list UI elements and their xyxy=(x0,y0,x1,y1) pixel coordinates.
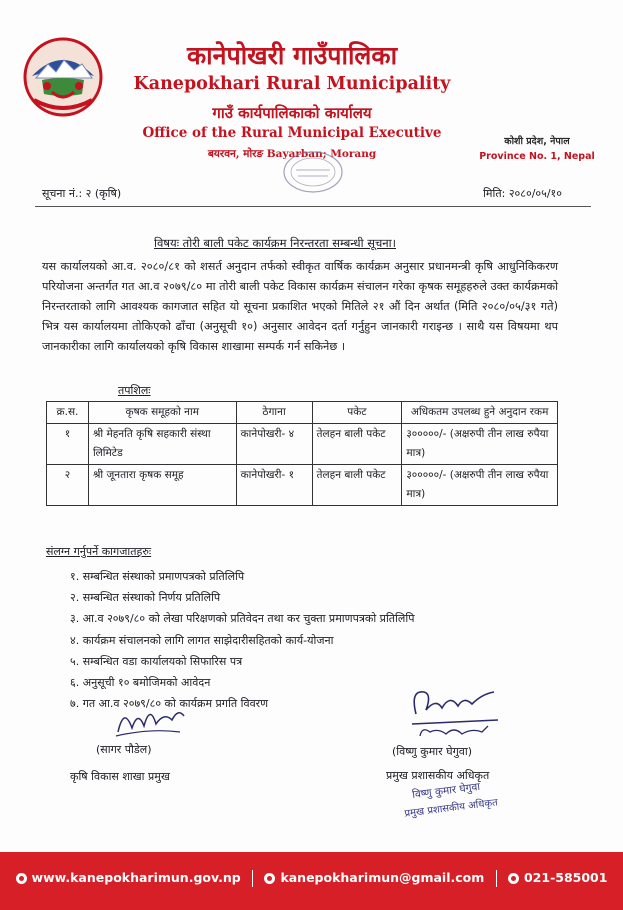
left-signatory-name: (सागर पौडेल) xyxy=(96,743,152,756)
grant-table xyxy=(46,401,558,506)
header-divider xyxy=(35,206,591,207)
nepal-emblem-icon xyxy=(22,36,104,118)
table-header-row xyxy=(47,402,558,424)
phone-icon xyxy=(508,873,519,884)
col-header-address: ठेगाना xyxy=(236,402,312,424)
footer-bar xyxy=(0,852,623,910)
notice-subject: विषयः तोरी बाली पकेट कार्यक्रम निरन्तरता सम्बन्धी सूचना। xyxy=(154,236,396,250)
province-block xyxy=(462,134,612,164)
footer-separator xyxy=(496,870,497,887)
table-heading: तपशिलः xyxy=(118,384,151,397)
right-signatory-name: (विष्णु कुमार घेगुवा) xyxy=(392,745,473,758)
province-english: Province No. 1, Nepal xyxy=(479,151,595,163)
municipality-name-nepali: कानेपोखरी गाउँपालिका xyxy=(186,41,398,70)
cell-serial: १ xyxy=(47,424,89,465)
col-header-serial: क्र.स. xyxy=(47,402,89,424)
table-row xyxy=(47,465,558,506)
cell-grant-amount: ३०००००/- (अक्षरुपी तीन लाख रुपैया मात्र) xyxy=(402,424,558,465)
right-signature-mark xyxy=(402,680,512,750)
col-header-group-name: कृषक समूहको नाम xyxy=(88,402,236,424)
province-nepali: कोशी प्रदेश, नेपाल xyxy=(504,136,570,147)
cell-serial: २ xyxy=(47,465,89,506)
table-row xyxy=(47,424,558,465)
footer-contacts xyxy=(0,870,623,887)
right-signatory-title: प्रमुख प्रशासकीय अधिकृत xyxy=(386,769,490,782)
notice-number: सूचना नं.: २ (कृषि) xyxy=(42,187,122,200)
list-item: ७. गत आ.व २०७९/८० को कार्यक्रम प्रगति विवरण xyxy=(70,697,269,711)
footer-separator xyxy=(252,870,253,887)
footer-email[interactable]: kanepokharimun@gmail.com xyxy=(280,870,485,885)
list-item: ५. सम्बन्धित वडा कार्यालयको सिफारिस पत्र xyxy=(70,654,243,668)
cell-group-name: श्री मेहनति कृषि सहकारी संस्था लिमिटेड xyxy=(88,424,236,465)
list-item: १. सम्बन्धित संस्थाको प्रमाणपत्रको प्रतिलिपि xyxy=(70,570,245,583)
footer-phone: 021-585001 xyxy=(523,870,608,885)
col-header-grant-amount: अधिकतम उपलब्ध हुने अनुदान रकम xyxy=(402,402,558,424)
signatory-stamp-title: प्रमुख प्रशासकीय अधिकृत xyxy=(403,797,499,820)
cell-group-name: श्री जूनतारा कृषक समूह xyxy=(88,465,236,506)
list-item: २. सम्बन्धित संस्थाको निर्णय प्रतिलिपि xyxy=(70,591,221,605)
office-name-nepali: गाउँ कार्यपालिकाको कार्यालय xyxy=(212,104,372,122)
cell-pocket: तेलहन बाली पकेट xyxy=(312,465,402,506)
list-item: ६. अनुसूची १० बमोजिमको आवेदन xyxy=(70,675,211,689)
left-signature-mark xyxy=(110,698,190,740)
attachments-heading: संलग्न गर्नुपर्ने कागजातहरुः xyxy=(46,545,152,558)
list-item: ३. आ.व २०७९/८० को लेखा परिक्षणको प्रतिवेदन तथा कर चुक्ता प्रमाणपत्रको प्रतिलिपि xyxy=(70,612,415,626)
col-header-pocket: पकेट xyxy=(312,402,402,424)
office-seal-icon xyxy=(282,150,344,194)
office-address: बयरवन, मोरङ Bayarban; Morang xyxy=(207,148,377,160)
left-signatory-title: कृषि विकास शाखा प्रमुख xyxy=(70,770,170,783)
footer-website[interactable]: www.kanepokharimun.gov.np xyxy=(31,870,241,885)
cell-grant-amount: ३०००००/- (अक्षरुपी तीन लाख रुपैया मात्र) xyxy=(402,465,558,506)
municipality-name-english: Kanepokhari Rural Municipality xyxy=(133,74,451,94)
cell-address: कानेपोखरी- १ xyxy=(236,465,312,506)
notice-body: यस कार्यालयको आ.व. २०८०/८१ को शसर्त अनुदान तर्फको स्वीकृत वार्षिक कार्यक्रम अनुसार प्रधानमन्त्री कृषि आधुनिकिकरण परियोजना अन्तर्गत गत आ.व २०७९/८० मा तोरी बाली पकेट विकास कार्यक्रम संचालन गरेका कृषक समूहहरुले उक्त कार्यक्रमको निरन्तरताको लागि आवश्यक कागजात सहित यो सूचना प्रकाशित भएको मितिले २१ औं दिन अर्थात (मिति २०८०/०५/३१ गते) भित्र यस कार्यालयमा तोकिएको ढाँचा (अनुसूची १०) अनुसार आवेदन दर्ता गर्नुहुन जानकारी गराइन्छ । साथै यस विषयमा थप जानकारीका लागि कार्यालयको कृषि विकास शाखामा सम्पर्क गर्न सकिनेछ । xyxy=(42,260,558,353)
notice-date: मिति: २०८०/०५/१० xyxy=(483,187,562,200)
cell-address: कानेपोखरी- ४ xyxy=(236,424,312,465)
cell-pocket: तेलहन बाली पकेट xyxy=(312,424,402,465)
signatory-stamp-name: विष्णु कुमार घेगुवा xyxy=(411,780,481,802)
list-item: ४. कार्यक्रम संचालनको लागि लागत साझेदारीसहितको कार्य-योजना xyxy=(70,633,334,647)
office-name-english: Office of the Rural Municipal Executive xyxy=(142,125,442,141)
mail-icon xyxy=(264,873,275,884)
globe-icon xyxy=(16,873,27,884)
